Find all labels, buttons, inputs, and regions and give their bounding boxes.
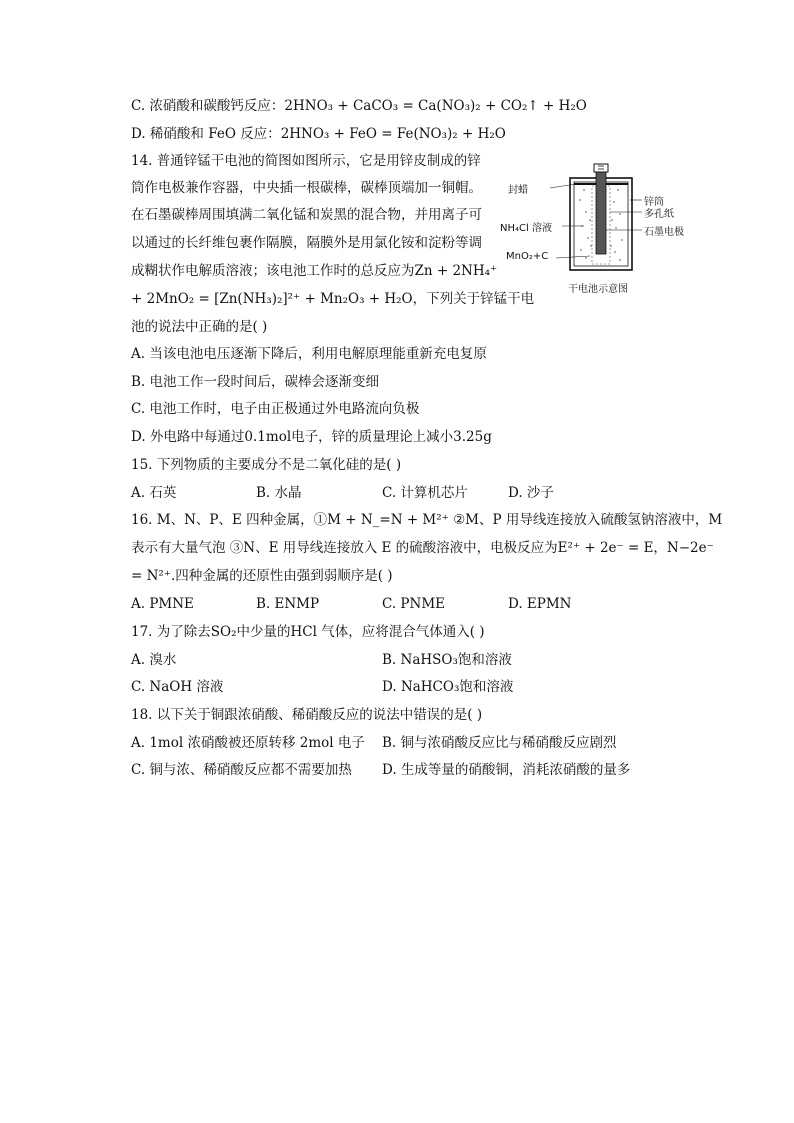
label-porous-paper: 多孔纸 <box>644 209 674 220</box>
label-zinc-can: 锌筒 <box>644 197 664 208</box>
q14-stem-line-4: 以通过的长纤维包裹作隔膜，隔膜外是用氯化铵和淀粉等调 <box>131 235 482 251</box>
q15-option-d: D. 沙子 <box>508 485 554 501</box>
q16-option-b: B. ENMP <box>256 596 320 612</box>
label-nh4cl-solution: NH₄Cl 溶液 <box>500 223 552 234</box>
q18-option-a: A. 1mol 浓硝酸被还原转移 2mol 电子 <box>131 735 365 751</box>
q17-option-b: B. NaHSO₃饱和溶液 <box>382 652 512 668</box>
q14-stem-line-2: 筒作电极兼作容器，中央插一根碳棒，碳棒顶端加一铜帽。 <box>131 180 482 196</box>
label-graphite-electrode: 石墨电极 <box>644 227 684 238</box>
q16-stem-line-3: = N²⁺.四种金属的还原性由强到弱顺序是( ) <box>131 568 393 584</box>
q18-option-d: D. 生成等量的硝酸铜，消耗浓硝酸的量多 <box>382 762 631 778</box>
q16-option-c: C. PNME <box>382 596 446 612</box>
q18-stem: 18. 以下关于铜跟浓硝酸、稀硝酸反应的说法中错误的是( ) <box>131 707 483 723</box>
label-mno2-c: MnO₂+C <box>506 251 549 262</box>
q15-option-b: B. 水晶 <box>256 485 302 501</box>
dry-cell-diagram <box>500 160 684 300</box>
q14-stem-line-7: 池的说法中正确的是( ) <box>131 319 268 335</box>
q14-stem-line-5: 成糊状作电解质溶液；该电池工作时的总反应为Zn + 2NH₄⁺ <box>131 263 498 279</box>
q13-option-c: C. 浓硝酸和碳酸钙反应：2HNO₃ + CaCO₃ = Ca(NO₃)₂ + CO₂↑ + H₂O <box>131 98 587 114</box>
q15-stem: 15. 下列物质的主要成分不是二氧化硅的是( ) <box>131 457 402 473</box>
q14-stem-line-3: 在石墨碳棒周围填满二氧化锰和炭黑的混合物，并用离子可 <box>131 207 482 223</box>
q16-stem-line-1: 16. M、N、P、E 四种金属，①M + N_=N + M²⁺ ②M、P 用导线连接放入硫酸氢钠溶液中，M <box>131 512 723 528</box>
q18-option-b: B. 铜与浓硝酸反应比与稀硝酸反应剧烈 <box>382 735 617 751</box>
q17-option-a: A. 溴水 <box>131 652 177 668</box>
q16-option-a: A. PMNE <box>131 596 194 612</box>
q14-stem-line-6: + 2MnO₂ = [Zn(NH₃)₂]²⁺ + Mn₂O₃ + H₂O，下列关于锌锰干电 <box>131 291 535 307</box>
q15-option-c: C. 计算机芯片 <box>382 485 468 501</box>
q14-option-a: A. 当该电池电压逐渐下降后，利用电解原理能重新充电复原 <box>131 346 487 362</box>
q13-option-d: D. 稀硝酸和 FeO 反应：2HNO₃ + FeO = Fe(NO₃)₂ + H₂O <box>131 126 506 142</box>
q14-stem-line-1: 14. 普通锌锰干电池的简图如图所示，它是用锌皮制成的锌 <box>131 153 481 169</box>
q14-option-b: B. 电池工作一段时间后，碳棒会逐渐变细 <box>131 374 380 390</box>
q16-option-d: D. EPMN <box>508 596 572 612</box>
q15-option-a: A. 石英 <box>131 485 177 501</box>
q18-option-c: C. 铜与浓、稀硝酸反应都不需要加热 <box>131 762 352 778</box>
q14-option-d: D. 外电路中每通过0.1mol电子，锌的质量理论上减小3.25g <box>131 429 492 445</box>
q16-stem-line-2: 表示有大量气泡 ③N、E 用导线连接放入 E 的硫酸溶液中，电极反应为E²⁺ + 2e⁻ = E，N−2e⁻ <box>131 540 714 556</box>
figure-caption: 干电池示意图 <box>568 284 628 295</box>
q17-option-c: C. NaOH 溶液 <box>131 679 224 695</box>
label-wax-seal: 封蜡 <box>508 185 528 196</box>
q17-stem: 17. 为了除去SO₂中少量的HCl 气体，应将混合气体通入( ) <box>131 624 485 640</box>
q14-option-c: C. 电池工作时，电子由正极通过外电路流向负极 <box>131 401 420 417</box>
q17-option-d: D. NaHCO₃饱和溶液 <box>382 679 514 695</box>
